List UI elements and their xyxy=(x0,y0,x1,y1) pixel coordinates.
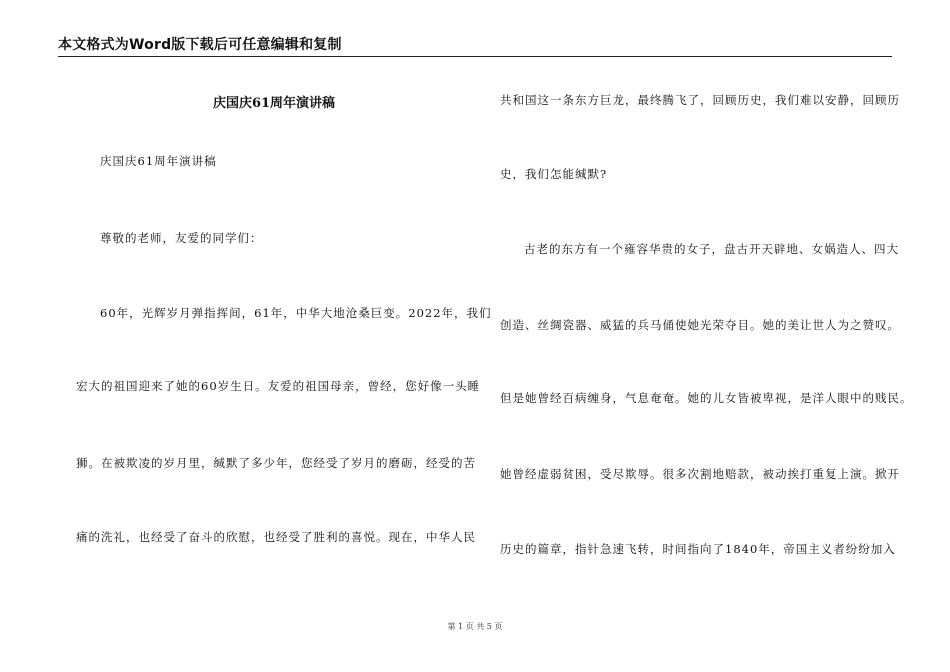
left-line-1: 庆国庆61周年演讲稿 xyxy=(100,154,217,168)
right-line-7: 历史的篇章，指针急速飞转，时间指向了1840年，帝国主义者纷纷加入 xyxy=(500,542,896,556)
left-line-3: 60年，光辉岁月弹指挥间，61年，中华大地沧桑巨变。2022年，我们 xyxy=(100,306,492,320)
left-line-4: 宏大的祖国迎来了她的60岁生日。友爱的祖国母亲，曾经，您好像一头睡 xyxy=(76,379,481,393)
left-line-6: 痛的洗礼，也经受了奋斗的欣慰，也经受了胜利的喜悦。现在，中华人民 xyxy=(76,530,476,544)
left-line-5: 狮。在被欺凌的岁月里，缄默了多少年，您经受了岁月的磨砺，经受的苦 xyxy=(76,456,476,470)
right-line-4: 创造、丝绸瓷器、威猛的兵马俑使她光荣夺目。她的美让世人为之赞叹。 xyxy=(500,318,900,332)
left-line-2: 尊敬的老师，友爱的同学们： xyxy=(100,231,263,245)
right-line-3: 古老的东方有一个雍容华贵的女子，盘古开天辟地、女娲造人、四大 xyxy=(524,242,899,256)
page-footer: 第 1 页 共 5 页 xyxy=(447,622,503,631)
right-line-1: 共和国这一条东方巨龙，最终腾飞了，回顾历史，我们难以安静，回顾历 xyxy=(500,93,900,107)
right-column xyxy=(500,0,913,672)
right-line-5: 但是她曾经百病缠身，气息奄奄。她的儿女皆被卑视，是洋人眼中的贱民。 xyxy=(500,391,913,405)
header-title: 本文格式为Word版下载后可任意编辑和复制 xyxy=(58,37,342,53)
right-line-6: 她曾经虚弱贫困，受尽欺辱。很多次割地赔款，被动挨打重复上演。掀开 xyxy=(500,467,900,481)
right-line-2: 史，我们怎能缄默? xyxy=(500,167,608,181)
document-title: 庆国庆61周年演讲稿 xyxy=(212,96,336,111)
